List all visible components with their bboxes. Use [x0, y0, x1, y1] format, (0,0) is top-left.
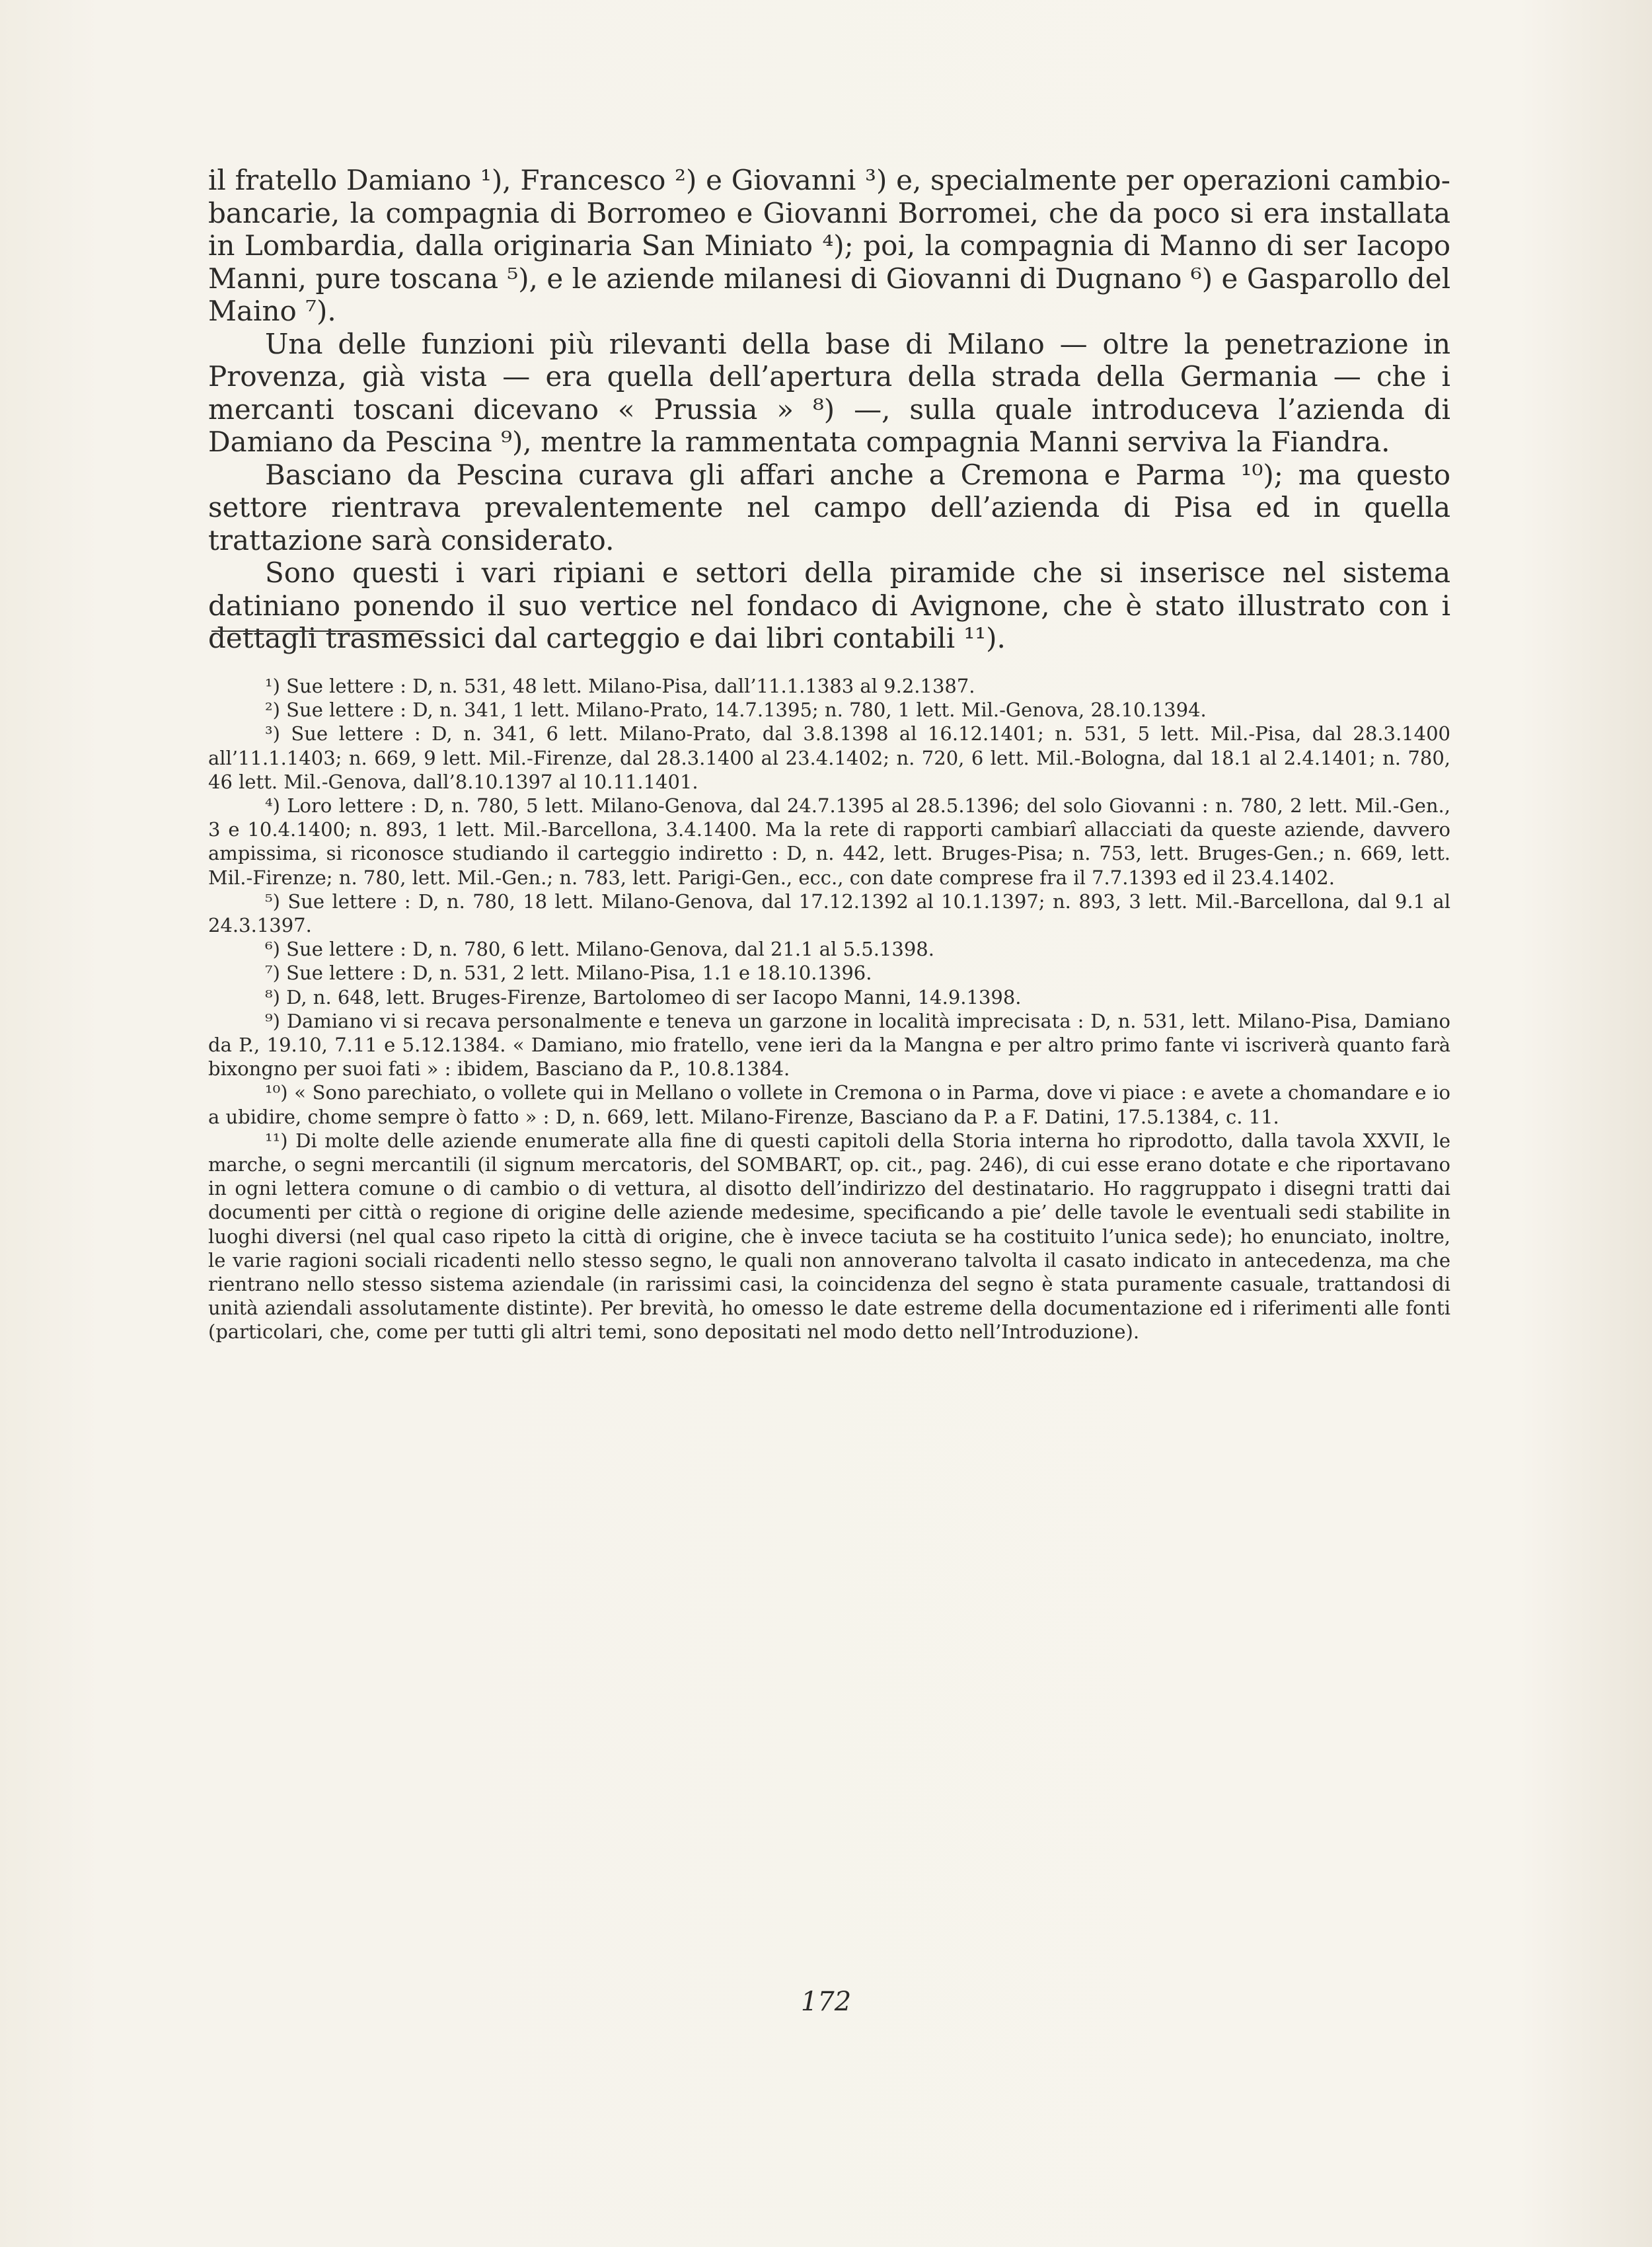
paragraph: Sono questi i vari ripiani e settori della piramide che si inserisce nel sistema datiniano ponendo il suo vertice nel fondaco di Avignone, che è stato illustrato con i dettagli trasmessici dal carteggio e dai libri contabili ¹¹). — [208, 556, 1450, 654]
footnote: ³) Sue lettere : D, n. 341, 6 lett. Milano-Prato, dal 3.8.1398 al 16.12.1401; n. 531, 5 lett. Mil.-Pisa, dal 28.3.1400 all’11.1.1403; n. 669, 9 lett. Mil.-Firenze, dal 28.3.1400 al 23.4.1402; n. 720, 6 lett. Mil.-Bologna, dal 18.1 al 2.4.1401; n. 780, 46 lett. Mil.-Genova, dall’8.10.1397 al 10.11.1401. — [208, 722, 1450, 793]
footnote: ¹) Sue lettere : D, n. 531, 48 lett. Milano-Pisa, dall’11.1.1383 al 9.2.1387. — [265, 675, 975, 697]
main-text — [208, 164, 1450, 655]
paragraph: Una delle funzioni più rilevanti della base di Milano — oltre la penetrazione in Provenza, già vista — era quella dell’apertura della strada della Germania — che i mercanti toscani dicevano « Prussia » ⁸) —, sulla quale introduceva l’azienda di Damiano da Pescina ⁹), mentre la rammentata compagnia Manni serviva la Fiandra. — [208, 327, 1450, 458]
footnote: ⁹) Damiano vi si recava personalmente e teneva un garzone in località imprecisata : D, n. 531, lett. Milano-Pisa, Damiano da P., 19.10, 7.11 e 5.12.1384. « Damiano, mio fratello, vene ieri da la Mangna e per altro primo fante vi iscriverà quanto farà bixongno per suoi fati » : ibidem, Basciano da P., 10.8.1384. — [208, 1009, 1450, 1081]
footnote: ²) Sue lettere : D, n. 341, 1 lett. Milano-Prato, 14.7.1395; n. 780, 1 lett. Mil.-Genova, 28.10.1394. — [265, 699, 1207, 722]
footnote: ⁸) D, n. 648, lett. Bruges-Firenze, Bartolomeo di ser Iacopo Manni, 14.9.1398. — [265, 985, 1022, 1009]
page-number: 172 — [800, 1987, 852, 2017]
footnote: ¹⁰) « Sono parechiato, o vollete qui in Mellano o vollete in Cremona o in Parma, dove vi piace : e avete a chomandare e io a ubidire, chome sempre ò fatto » : D, n. 669, lett. Milano-Firenze, Basciano da P. a F. Datini, 17.5.1384, c. 11. — [208, 1081, 1450, 1128]
footnote: ⁴) Loro lettere : D, n. 780, 5 lett. Milano-Genova, dal 24.7.1395 al 28.5.1396; del solo Giovanni : n. 780, 2 lett. Mil.-Gen., 3 e 10.4.1400; n. 893, 1 lett. Mil.-Barcellona, 3.4.1400. Ma la rete di rapporti cambiarî allacciati da queste aziende, davvero ampissima, si riconosce studiando il carteggio indiretto : D, n. 442, lett. Bruges-Pisa; n. 753, lett. Bruges-Gen.; n. 669, lett. Mil.-Firenze; n. 780, lett. Mil.-Gen.; n. 783, lett. Parigi-Gen., ecc., con date comprese fra il 7.7.1393 ed il 23.4.1402. — [208, 794, 1450, 889]
paragraph: il fratello Damiano ¹), Francesco ²) e Giovanni ³) e, specialmente per operazioni cambio-bancarie, la compagnia di Borromeo e Giovanni Borromei, che da poco si era installata in Lombardia, dalla originaria San Miniato ⁴); poi, la compagnia di Manno di ser Iacopo Manni, pure toscana ⁵), e le aziende milanesi di Giovanni di Dugnano ⁶) e Gasparollo del Maino ⁷). — [208, 164, 1450, 327]
footnote-separator — [211, 630, 424, 632]
footnotes — [208, 674, 1450, 1344]
footnote: ⁶) Sue lettere : D, n. 780, 6 lett. Milano-Genova, dal 21.1 al 5.5.1398. — [265, 938, 934, 961]
paragraph: Basciano da Pescina curava gli affari anche a Cremona e Parma ¹⁰); ma questo settore rientrava prevalentemente nel campo dell’azienda di Pisa ed in quella trattazione sarà considerato. — [208, 458, 1450, 556]
footnote: ⁷) Sue lettere : D, n. 531, 2 lett. Milano-Pisa, 1.1 e 18.10.1396. — [265, 962, 872, 985]
footnote: ⁵) Sue lettere : D, n. 780, 18 lett. Milano-Genova, dal 17.12.1392 al 10.1.1397; n. 893, 3 lett. Mil.-Barcellona, dal 9.1 al 24.3.1397. — [208, 890, 1450, 937]
footnote: ¹¹) Di molte delle aziende enumerate alla fine di questi capitoli della Storia interna ho riprodotto, dalla tavola XXVII, le marche, o segni mercantili (il signum mercatoris, del SOMBART, op. cit., pag. 246), di cui esse erano dotate e che riportavano in ogni lettera comune o di cambio o di vettura, al disotto dell’indirizzo del destinatario. Ho raggruppato i disegni tratti dai documenti per città o regione di origine delle aziende medesime, specificando a pie’ delle tavole le eventuali sedi stabilite in luoghi diversi (nel qual caso ripeto la città di origine, che è invece taciuta se ha costituito l’unica sede); ho enunciato, inoltre, le varie ragioni sociali ricadenti nello stesso segno, le quali non annoverano talvolta il casato indicato in antecedenza, ma che rientrano nello stesso sistema aziendale (in rarissimi casi, la coincidenza del segno è stata puramente casuale, trattandosi di unità aziendali assolutamente distinte). Per brevità, ho omesso le date estreme della documentazione ed i riferimenti alle fonti (particolari, che, come per tutti gli altri temi, sono depositati nel modo detto nell’Introduzione). — [208, 1129, 1450, 1344]
